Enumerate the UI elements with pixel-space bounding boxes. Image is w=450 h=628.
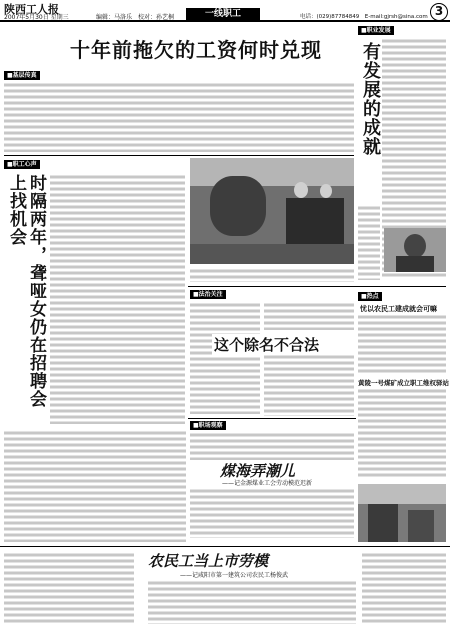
article-body — [264, 354, 354, 416]
headline-deaf-woman: 时隔两年，聋哑女仍在招聘会上找机会 — [6, 174, 46, 408]
subheadline: ——记金源煤业工会劳动模范迟新 — [222, 480, 313, 487]
sidebar-body — [358, 314, 446, 374]
article-body — [4, 430, 186, 542]
article-body — [190, 488, 354, 538]
workers-photo — [190, 158, 354, 264]
photo-caption — [190, 268, 354, 282]
contact-info: 电话：(029)87784849 E-mail:gjrsh@sina.com — [300, 14, 428, 20]
subheadline: ——记咸阳市第一建筑公司农民工杨俊武 — [180, 572, 289, 579]
date-line: 2007年5月30日 星期三 — [4, 14, 69, 21]
page-number: 3 — [430, 3, 448, 21]
divider — [0, 546, 450, 547]
editor-credits: 编辑：马洛乐 校对：孙艺桐 — [96, 14, 175, 21]
article-body — [148, 580, 356, 624]
sidebar-body — [358, 205, 380, 280]
section-tag: ■基层传真 — [4, 71, 40, 80]
article-body — [50, 174, 185, 424]
site-photo — [358, 484, 446, 542]
headline-migrant-worker: 农民工当上市劳模 — [148, 552, 269, 570]
section-tag: ■热点 — [358, 292, 382, 301]
section-banner: 一线职工 — [186, 8, 260, 21]
section-tag: ■职业发展 — [358, 26, 394, 35]
article-body — [190, 302, 260, 414]
divider — [188, 286, 446, 287]
section-tag: ■职场观察 — [190, 421, 226, 430]
article-body — [4, 552, 134, 624]
sidebar-headline: 忧以农民工建成就会可嘛 — [360, 305, 437, 313]
sidebar-headline: 有发展的成就 — [360, 42, 381, 156]
headline-wages: 十年前拖欠的工资何时兑现 — [70, 38, 322, 62]
article-body — [362, 552, 446, 624]
article-body — [190, 432, 354, 460]
section-tag: ■职工心声 — [4, 160, 40, 169]
masthead: 陕西工人报 — [4, 3, 59, 16]
divider — [4, 155, 354, 156]
portrait-photo — [384, 228, 446, 272]
divider — [188, 418, 356, 419]
article-body — [4, 82, 354, 152]
sidebar-headline: 黄陵一号煤矿成立职工维权驿站 — [358, 379, 449, 387]
article-body — [264, 302, 354, 330]
headline-coal-miner: 煤海弄潮儿 — [220, 462, 296, 480]
sidebar-body — [358, 388, 446, 478]
headline-dismissal: 这个除名不合法 — [214, 336, 320, 354]
section-tag: ■法治关注 — [190, 290, 226, 299]
